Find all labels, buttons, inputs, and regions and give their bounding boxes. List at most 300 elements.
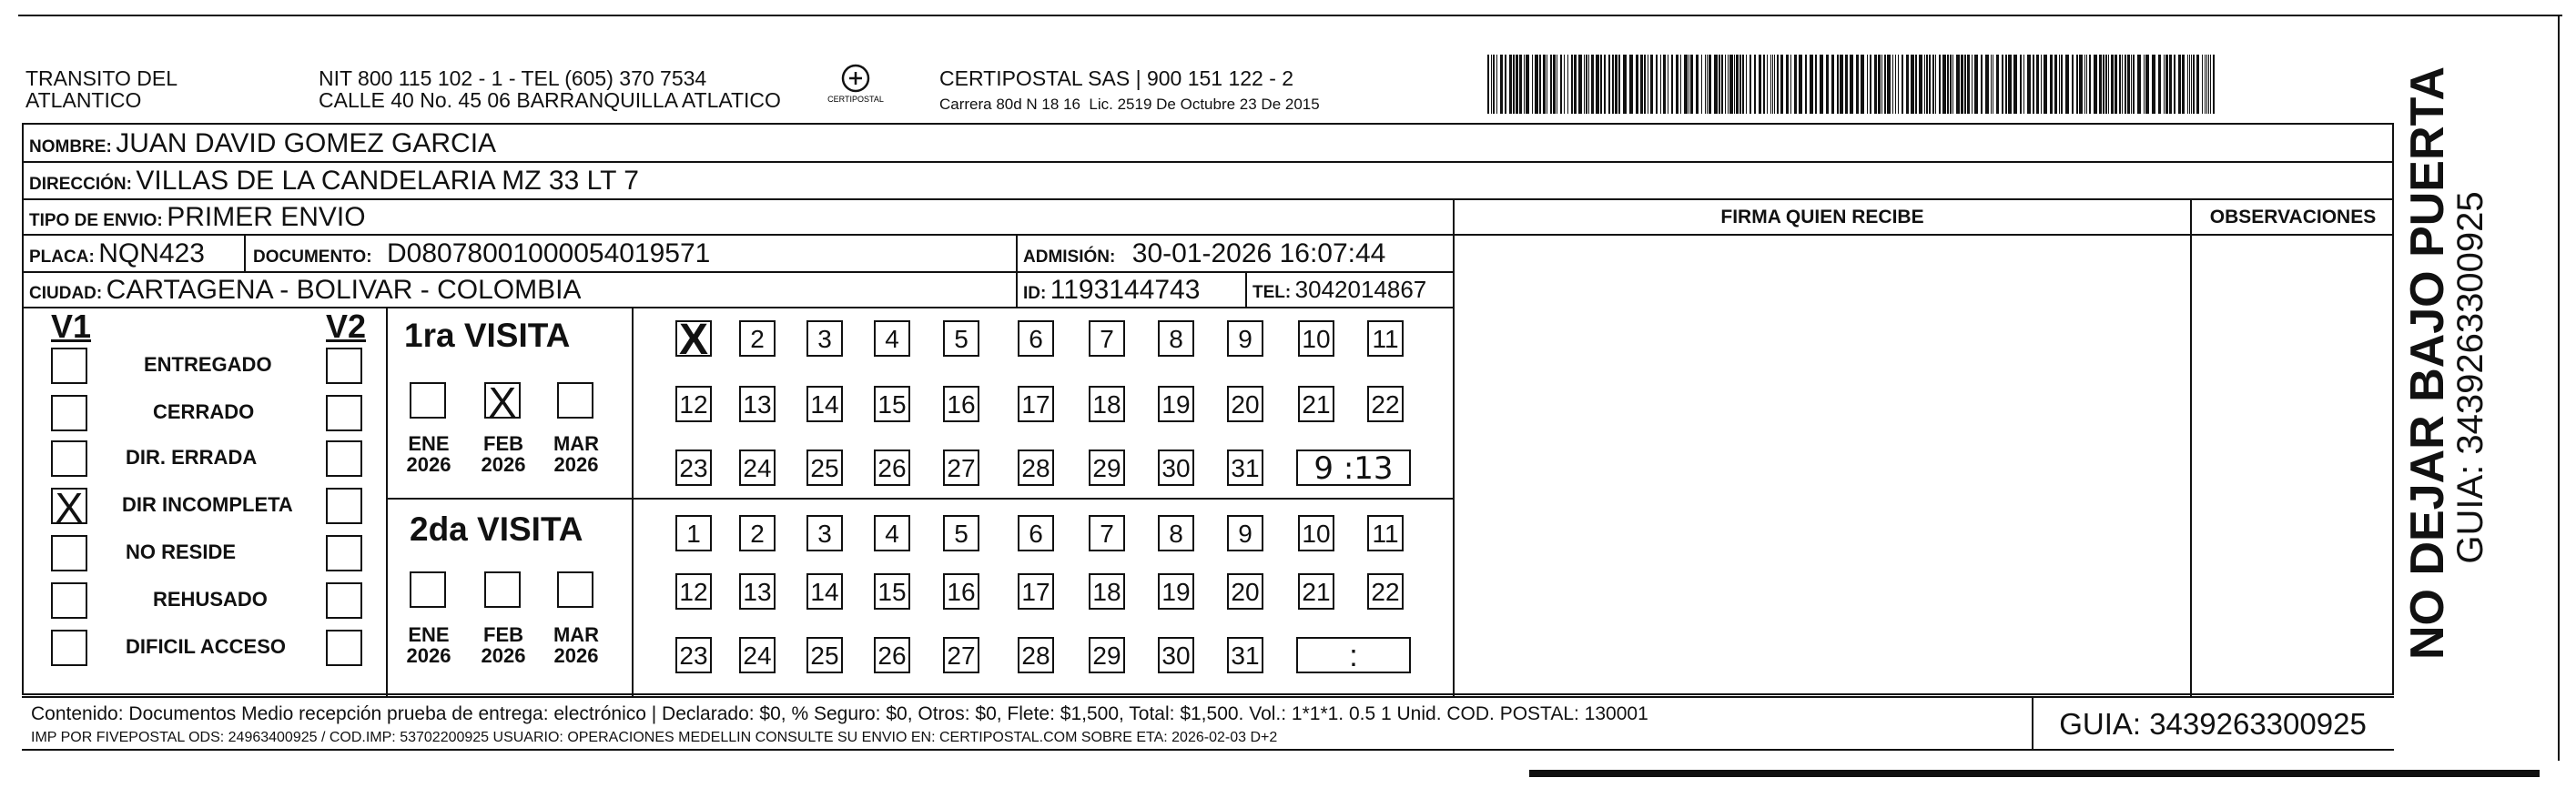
documento-label: DOCUMENTO: bbox=[253, 248, 372, 267]
visit2-day-box[interactable]: 11 bbox=[1367, 515, 1404, 551]
barcode-bar bbox=[2108, 55, 2109, 114]
barcode-bar bbox=[1898, 55, 1899, 114]
visit1-day-box[interactable]: 19 bbox=[1158, 386, 1194, 422]
barcode-bar bbox=[1596, 55, 1599, 114]
no-dejar-bajo-puerta: NO DEJAR BAJO PUERTA bbox=[2401, 66, 2454, 660]
barcode-bar bbox=[2065, 55, 2069, 114]
tipo-envio-value: PRIMER ENVIO bbox=[167, 202, 366, 232]
visit2-day-box[interactable]: 28 bbox=[1018, 637, 1054, 673]
barcode-bar bbox=[1629, 55, 1633, 114]
visit2-day-box[interactable]: 7 bbox=[1089, 515, 1125, 551]
org-name-line1: TRANSITO DEL bbox=[25, 66, 177, 90]
barcode-bar bbox=[1656, 55, 1658, 114]
barcode-bar bbox=[2044, 55, 2047, 114]
barcode-bar bbox=[1615, 55, 1618, 114]
visit2-time[interactable]: : bbox=[1296, 637, 1411, 673]
ciudad-value: CARTAGENA - BOLIVAR - COLOMBIA bbox=[106, 275, 582, 305]
barcode-bar bbox=[2187, 55, 2188, 114]
barcode-bar bbox=[2050, 55, 2053, 114]
barcode-bar bbox=[2023, 55, 2024, 114]
barcode-bar bbox=[1567, 55, 1568, 114]
visit1-day-box[interactable]: 31 bbox=[1227, 450, 1263, 486]
barcode-bar bbox=[1746, 55, 1747, 114]
visit2-day-box[interactable]: 24 bbox=[739, 637, 776, 673]
col-line bbox=[2190, 198, 2192, 696]
visit2-day-box[interactable]: 19 bbox=[1158, 573, 1194, 610]
barcode-bar bbox=[1728, 55, 1729, 114]
barcode-bar bbox=[1550, 55, 1552, 114]
barcode-bar bbox=[2036, 55, 2039, 114]
reason-label: ENTREGADO bbox=[144, 353, 272, 376]
barcode-bar bbox=[1640, 55, 1643, 114]
visit2-day-box[interactable]: 27 bbox=[943, 637, 979, 673]
visit2-month-checkbox[interactable] bbox=[410, 571, 446, 608]
barcode-bar bbox=[1526, 55, 1529, 114]
visit2-day-box[interactable]: 30 bbox=[1158, 637, 1194, 673]
month-label bbox=[401, 433, 457, 475]
v2-checkbox[interactable] bbox=[326, 395, 362, 431]
barcode-bar bbox=[1887, 55, 1891, 114]
admision-value: 30-01-2026 16:07:44 bbox=[1131, 238, 1386, 268]
barcode-bar bbox=[2115, 55, 2117, 114]
visit2-day-box[interactable]: 5 bbox=[943, 515, 979, 551]
barcode-bar bbox=[1774, 55, 1775, 114]
visit2-day-box[interactable]: 16 bbox=[943, 573, 979, 610]
month-name: FEB bbox=[483, 623, 523, 646]
barcode-bar bbox=[1560, 55, 1562, 114]
barcode-bar bbox=[1600, 55, 1602, 114]
row-line bbox=[386, 498, 1455, 500]
barcode-bar bbox=[1911, 55, 1914, 114]
org-name-line2: ATLANTICO bbox=[25, 88, 142, 112]
top-rule bbox=[18, 15, 2562, 16]
footer-bottom bbox=[22, 749, 2394, 751]
barcode-bar bbox=[2059, 55, 2060, 114]
barcode-bar bbox=[2165, 55, 2168, 114]
month-label bbox=[475, 433, 532, 475]
barcode-bar bbox=[1571, 55, 1573, 114]
barcode-bar bbox=[2111, 55, 2114, 114]
visit2-month-checkbox[interactable] bbox=[484, 571, 521, 608]
visit1-day-box[interactable]: 22 bbox=[1367, 386, 1404, 422]
logo-icon bbox=[821, 62, 890, 109]
id-cell bbox=[1023, 273, 1200, 307]
direccion-row bbox=[29, 163, 639, 198]
barcode-bar bbox=[1588, 55, 1589, 114]
barcode-bar bbox=[1964, 55, 1966, 114]
visit1-day-box[interactable]: 26 bbox=[874, 450, 910, 486]
barcode-bar bbox=[1805, 55, 1807, 114]
barcode-bar bbox=[1996, 55, 1999, 114]
barcode-bar bbox=[1929, 55, 1931, 114]
barcode-bar bbox=[1878, 55, 1881, 114]
visit1-day-box[interactable]: 20 bbox=[1227, 386, 1263, 422]
month-name: MAR bbox=[553, 623, 600, 646]
barcode-bar bbox=[1491, 55, 1492, 114]
barcode-bar bbox=[1709, 55, 1711, 114]
visit2-day-box[interactable]: 8 bbox=[1158, 515, 1194, 551]
barcode-bar bbox=[1705, 55, 1706, 114]
barcode-bar bbox=[1950, 55, 1952, 114]
visit1-day-box[interactable]: 14 bbox=[806, 386, 843, 422]
visit1-month-checkbox[interactable] bbox=[410, 382, 446, 419]
barcode-bar bbox=[2144, 55, 2145, 114]
visit1-day-box[interactable]: 15 bbox=[874, 386, 910, 422]
visit2-day-box[interactable]: 21 bbox=[1298, 573, 1334, 610]
v1-checkbox[interactable] bbox=[51, 395, 87, 431]
barcode-bar bbox=[2008, 55, 2012, 114]
barcode-bar bbox=[1660, 55, 1661, 114]
observaciones-header: OBSERVACIONES bbox=[2209, 207, 2377, 227]
visit1-day-box[interactable]: 25 bbox=[806, 450, 843, 486]
visit1-day-box[interactable]: 6 bbox=[1018, 320, 1054, 357]
month-year: 2026 bbox=[481, 453, 526, 476]
barcode-bar bbox=[1701, 55, 1702, 114]
visit1-day-box[interactable]: 17 bbox=[1018, 386, 1054, 422]
placa-cell bbox=[29, 236, 205, 271]
barcode-bar bbox=[1790, 55, 1791, 114]
barcode-bar bbox=[1770, 55, 1771, 114]
barcode-bar bbox=[2174, 55, 2175, 114]
visit2-day-box[interactable]: 23 bbox=[675, 637, 712, 673]
v1-checkbox[interactable] bbox=[51, 440, 87, 477]
barcode-bar bbox=[2125, 55, 2126, 114]
barcode-bar bbox=[1972, 55, 1973, 114]
v1-checkbox[interactable] bbox=[51, 582, 87, 619]
barcode-bar bbox=[1684, 55, 1688, 114]
company-line: CERTIPOSTAL SAS | 900 151 122 - 2 bbox=[939, 66, 1294, 90]
barcode-bar bbox=[2131, 55, 2132, 114]
barcode-bar bbox=[1820, 55, 1823, 114]
bottom-shadow bbox=[1529, 770, 2540, 777]
documento-value: D08078001000054019571 bbox=[387, 238, 711, 268]
barcode-bar bbox=[1707, 55, 1708, 114]
v1-checkbox[interactable] bbox=[51, 348, 87, 384]
barcode-bar bbox=[1810, 55, 1813, 114]
col-line bbox=[632, 307, 634, 696]
barcode-bar bbox=[1763, 55, 1765, 114]
barcode-bar bbox=[2133, 55, 2135, 114]
barcode-bar bbox=[1578, 55, 1582, 114]
visit1-title: 1ra VISITA bbox=[404, 317, 571, 354]
barcode-bar bbox=[1985, 55, 1989, 114]
admision-label: ADMISIÓN: bbox=[1023, 248, 1116, 267]
barcode-bar bbox=[1618, 55, 1620, 114]
month-year: 2026 bbox=[553, 453, 599, 476]
address-line: CALLE 40 No. 45 06 BARRANQUILLA ATLATICO bbox=[319, 88, 781, 112]
barcode-bar bbox=[1574, 55, 1577, 114]
barcode-bar bbox=[2076, 55, 2078, 114]
v1-mark: X bbox=[55, 484, 84, 531]
visit2-day-box[interactable]: 14 bbox=[806, 573, 843, 610]
barcode-bar bbox=[1831, 55, 1834, 114]
col-line bbox=[386, 307, 388, 696]
barcode-bar bbox=[1780, 55, 1783, 114]
barcode-bar bbox=[2041, 55, 2042, 114]
ciudad-label: CIUDAD: bbox=[29, 284, 103, 303]
barcode-bar bbox=[1564, 55, 1565, 114]
barcode-bar bbox=[1884, 55, 1886, 114]
barcode-bar bbox=[1870, 55, 1871, 114]
barcode-bar bbox=[1991, 55, 1992, 114]
barcode-bar bbox=[2191, 55, 2192, 114]
reason-label: DIR INCOMPLETA bbox=[122, 493, 293, 516]
visit1-day-box[interactable]: 12 bbox=[675, 386, 712, 422]
barcode-bar bbox=[1749, 55, 1751, 114]
barcode-bar bbox=[1680, 55, 1681, 114]
month-name: ENE bbox=[408, 623, 450, 646]
barcode bbox=[1487, 55, 2221, 114]
imp-line: IMP POR FIVEPOSTAL ODS: 24963400925 / COD.IMP: 53702200925 USUARIO: OPERACIONES MEDELLIN CONSULTE SU ENVIO EN: CERTIPOSTAL.COM SOBRE ETA: 2026-02-03 D+2 bbox=[31, 730, 1278, 745]
visit1-day-box[interactable]: 5 bbox=[943, 320, 979, 357]
barcode-bar bbox=[1725, 55, 1726, 114]
barcode-bar bbox=[1524, 55, 1525, 114]
barcode-bar bbox=[1690, 55, 1693, 114]
visit1-day-box[interactable]: 16 bbox=[943, 386, 979, 422]
barcode-bar bbox=[1663, 55, 1666, 114]
barcode-bar bbox=[1881, 55, 1882, 114]
barcode-bar bbox=[1926, 55, 1928, 114]
placa-value: NQN423 bbox=[98, 238, 205, 268]
barcode-bar bbox=[1676, 55, 1678, 114]
nombre-label: NOMBRE: bbox=[29, 137, 112, 157]
v1-label: V1 bbox=[51, 308, 92, 345]
reason-label: DIFICIL ACCESO bbox=[126, 635, 287, 658]
right-rule bbox=[2558, 15, 2560, 761]
reason-label: NO RESIDE bbox=[126, 540, 237, 563]
barcode-bar bbox=[1837, 55, 1839, 114]
visit2-day-box[interactable]: 15 bbox=[874, 573, 910, 610]
barcode-bar bbox=[1961, 55, 1963, 114]
tipo-envio-row bbox=[29, 200, 366, 235]
barcode-bar bbox=[1952, 55, 1953, 114]
barcode-bar bbox=[2164, 55, 2165, 114]
visit2-month-checkbox[interactable] bbox=[557, 571, 593, 608]
month-label bbox=[475, 624, 532, 666]
tipo-envio-label: TIPO DE ENVIO: bbox=[29, 211, 163, 230]
v1-checkbox[interactable] bbox=[51, 484, 87, 531]
barcode-bar bbox=[1786, 55, 1789, 114]
visit1-day-box[interactable]: 21 bbox=[1298, 386, 1334, 422]
reason-label: REHUSADO bbox=[153, 588, 268, 611]
nombre-row bbox=[29, 126, 496, 161]
v2-checkbox[interactable] bbox=[326, 535, 362, 571]
barcode-bar bbox=[1867, 55, 1868, 114]
barcode-bar bbox=[1759, 55, 1761, 114]
visit1-day-box[interactable]: 13 bbox=[739, 386, 776, 422]
visit2-day-box[interactable]: 17 bbox=[1018, 573, 1054, 610]
barcode-bar bbox=[1644, 55, 1646, 114]
barcode-bar bbox=[1856, 55, 1859, 114]
barcode-bar bbox=[2213, 55, 2215, 114]
visit1-day-box[interactable]: 2 bbox=[739, 320, 776, 357]
barcode-bar bbox=[1967, 55, 1970, 114]
barcode-bar bbox=[1493, 55, 1495, 114]
firma-header: FIRMA QUIEN RECIBE bbox=[1720, 207, 1924, 227]
v2-checkbox[interactable] bbox=[326, 440, 362, 477]
admision-cell bbox=[1023, 236, 1385, 271]
barcode-bar bbox=[2119, 55, 2121, 114]
col-line bbox=[1245, 271, 1247, 307]
visit2-day-box[interactable]: 12 bbox=[675, 573, 712, 610]
side-guia: GUIA: 3439263300925 bbox=[2450, 191, 2490, 564]
barcode-bar bbox=[2020, 55, 2022, 114]
visit1-day-box[interactable]: 7 bbox=[1089, 320, 1125, 357]
barcode-bar bbox=[1519, 55, 1522, 114]
visit2-day-box[interactable]: 20 bbox=[1227, 573, 1263, 610]
visit1-day-box[interactable]: X bbox=[675, 320, 712, 357]
visit1-day-box[interactable]: 23 bbox=[675, 450, 712, 486]
barcode-bar bbox=[1840, 55, 1843, 114]
visit2-title: 2da VISITA bbox=[410, 510, 583, 548]
direccion-label: DIRECCIÓN: bbox=[29, 175, 132, 194]
visit1-month-checkbox[interactable] bbox=[484, 379, 521, 426]
month-label bbox=[401, 624, 457, 666]
barcode-bar bbox=[1947, 55, 1949, 114]
id-value: 1193144743 bbox=[1050, 275, 1201, 305]
barcode-bar bbox=[1924, 55, 1925, 114]
barcode-bar bbox=[2206, 55, 2207, 114]
reason-label: DIR. ERRADA bbox=[126, 446, 258, 469]
tel-value: 3042014867 bbox=[1294, 276, 1427, 303]
barcode-bar bbox=[1532, 55, 1533, 114]
barcode-bar bbox=[1845, 55, 1848, 114]
barcode-bar bbox=[1935, 55, 1936, 114]
ciudad-cell bbox=[29, 273, 581, 307]
barcode-bar bbox=[1714, 55, 1718, 114]
visit2-day-box[interactable]: 10 bbox=[1298, 515, 1334, 551]
documento-cell bbox=[253, 236, 710, 271]
barcode-bar bbox=[1539, 55, 1541, 114]
barcode-bar bbox=[2178, 55, 2181, 114]
barcode-bar bbox=[1939, 55, 1941, 114]
visit1-day-box[interactable]: 18 bbox=[1089, 386, 1125, 422]
v2-checkbox[interactable] bbox=[326, 348, 362, 384]
visit1-time[interactable]: 9 :13 bbox=[1296, 450, 1411, 486]
direccion-value: VILLAS DE LA CANDELARIA MZ 33 LT 7 bbox=[136, 166, 639, 196]
visit1-day-box[interactable]: 30 bbox=[1158, 450, 1194, 486]
barcode-bar bbox=[1739, 55, 1741, 114]
v1-checkbox[interactable] bbox=[51, 535, 87, 571]
visit1-day-box[interactable]: 4 bbox=[874, 320, 910, 357]
visit2-day-box[interactable]: 18 bbox=[1089, 573, 1125, 610]
barcode-bar bbox=[1777, 55, 1779, 114]
barcode-bar bbox=[2152, 55, 2155, 114]
barcode-bar bbox=[2202, 55, 2203, 114]
barcode-bar bbox=[1721, 55, 1723, 114]
visit2-day-box[interactable]: 31 bbox=[1227, 637, 1263, 673]
row-line bbox=[22, 696, 2394, 698]
visit1-day-box[interactable]: 9 bbox=[1227, 320, 1263, 357]
visit1-day-box[interactable]: 11 bbox=[1367, 320, 1404, 357]
visit2-day-box[interactable]: 6 bbox=[1018, 515, 1054, 551]
month-label bbox=[548, 624, 604, 666]
barcode-bar bbox=[1496, 55, 1497, 114]
visit2-day-box[interactable]: 1 bbox=[675, 515, 712, 551]
v1-checkbox[interactable] bbox=[51, 630, 87, 666]
v2-checkbox[interactable] bbox=[326, 582, 362, 619]
visit1-day-box[interactable]: 8 bbox=[1158, 320, 1194, 357]
barcode-bar bbox=[1906, 55, 1909, 114]
placa-label: PLACA: bbox=[29, 248, 95, 267]
month-year: 2026 bbox=[481, 644, 526, 667]
visit2-day-box[interactable]: 13 bbox=[739, 573, 776, 610]
barcode-bar bbox=[1915, 55, 1917, 114]
barcode-bar bbox=[1553, 55, 1556, 114]
barcode-bar bbox=[1586, 55, 1587, 114]
visit1-day-box[interactable]: 3 bbox=[806, 320, 843, 357]
month-label bbox=[548, 433, 604, 475]
barcode-bar bbox=[1754, 55, 1756, 114]
visit1-day-box[interactable]: 28 bbox=[1018, 450, 1054, 486]
barcode-bar bbox=[2127, 55, 2130, 114]
col-line bbox=[1016, 235, 1018, 307]
visit2-day-box[interactable]: 25 bbox=[806, 637, 843, 673]
visit2-day-box[interactable]: 2 bbox=[739, 515, 776, 551]
month-year: 2026 bbox=[553, 644, 599, 667]
month-name: FEB bbox=[483, 432, 523, 455]
visit2-day-box[interactable]: 22 bbox=[1367, 573, 1404, 610]
barcode-bar bbox=[1981, 55, 1983, 114]
visit2-day-box[interactable]: 9 bbox=[1227, 515, 1263, 551]
barcode-bar bbox=[1636, 55, 1638, 114]
barcode-bar bbox=[1612, 55, 1614, 114]
barcode-bar bbox=[2054, 55, 2057, 114]
barcode-bar bbox=[2094, 55, 2097, 114]
visit2-day-box[interactable]: 4 bbox=[874, 515, 910, 551]
visit2-day-box[interactable]: 3 bbox=[806, 515, 843, 551]
v2-checkbox[interactable] bbox=[326, 630, 362, 666]
license-line: Carrera 80d N 18 16 Lic. 2519 De Octubre 23 De 2015 bbox=[939, 96, 1320, 113]
barcode-bar bbox=[1516, 55, 1518, 114]
v2-checkbox[interactable] bbox=[326, 488, 362, 524]
visit1-day-box[interactable]: 29 bbox=[1089, 450, 1125, 486]
barcode-bar bbox=[1608, 55, 1610, 114]
barcode-bar bbox=[2061, 55, 2063, 114]
month-name: ENE bbox=[408, 432, 450, 455]
barcode-bar bbox=[1729, 55, 1733, 114]
visit2-day-box[interactable]: 29 bbox=[1089, 637, 1125, 673]
visit1-month-checkbox[interactable] bbox=[557, 382, 593, 419]
guia-footer: GUIA: 3439263300925 bbox=[2059, 707, 2367, 741]
barcode-bar bbox=[1895, 55, 1896, 114]
barcode-bar bbox=[1505, 55, 1506, 114]
barcode-bar bbox=[2027, 55, 2031, 114]
barcode-bar bbox=[1815, 55, 1817, 114]
barcode-bar bbox=[1513, 55, 1515, 114]
barcode-bar bbox=[1719, 55, 1720, 114]
barcode-bar bbox=[1584, 55, 1585, 114]
barcode-bar bbox=[1799, 55, 1802, 114]
barcode-bar bbox=[2122, 55, 2123, 114]
barcode-bar bbox=[2084, 55, 2085, 114]
certipostal-logo bbox=[821, 62, 890, 109]
barcode-bar bbox=[1650, 55, 1653, 114]
month-name: MAR bbox=[553, 432, 600, 455]
month-year: 2026 bbox=[406, 644, 451, 667]
barcode-bar bbox=[1734, 55, 1735, 114]
visit1-day-box[interactable]: 10 bbox=[1298, 320, 1334, 357]
col-line bbox=[244, 235, 246, 271]
visit2-day-box[interactable]: 26 bbox=[874, 637, 910, 673]
barcode-bar bbox=[2079, 55, 2083, 114]
tel-cell bbox=[1253, 273, 1426, 307]
barcode-bar bbox=[1500, 55, 1503, 114]
visit1-day-box[interactable]: 24 bbox=[739, 450, 776, 486]
barcode-bar bbox=[1956, 55, 1960, 114]
visit1-day-box[interactable]: 27 bbox=[943, 450, 979, 486]
barcode-bar bbox=[1671, 55, 1673, 114]
